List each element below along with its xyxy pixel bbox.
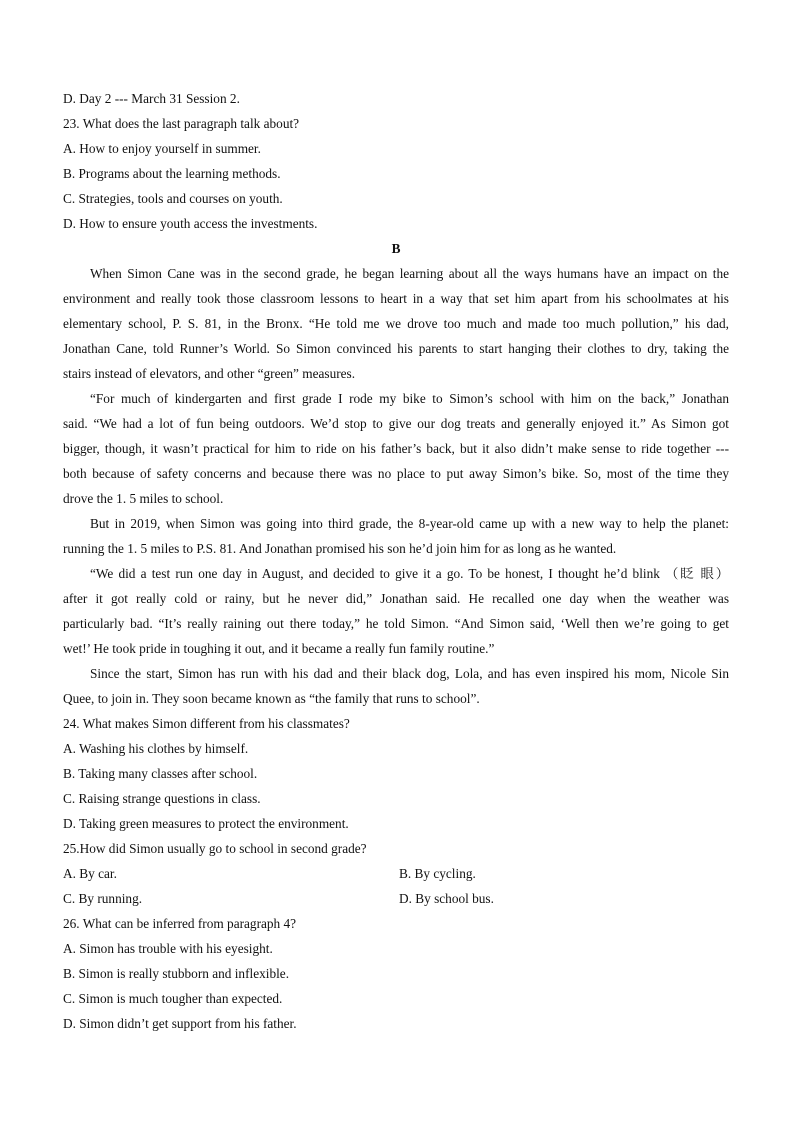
paragraph-line: bigger, though, it wasn’t practical for him to ride on his father’s back, but it also didn’t make sense to ride together ---	[63, 441, 729, 456]
q25-option-d: D. By school bus.	[399, 891, 494, 906]
paragraph-line: after it got really cold or rainy, but he never did,” Jonathan said. He recalled one day when the weather was	[63, 591, 729, 606]
question-25: 25.How did Simon usually go to school in second grade?	[63, 841, 367, 856]
paragraph-line: both because of safety concerns and because there was no place to put away Simon’s bike. So, most of the time they	[63, 466, 729, 481]
paragraph-line: When Simon Cane was in the second grade, he began learning about all the ways humans have an impact on the	[90, 266, 729, 281]
paragraph-line: said. “We had a lot of fun being outdoors. We’d stop to give our dog treats and generally enjoyed it.” As Simon got	[63, 416, 729, 431]
q25-option-b: B. By cycling.	[399, 866, 476, 881]
question-23: 23. What does the last paragraph talk about?	[63, 116, 300, 131]
q24-option-b: B. Taking many classes after school.	[63, 766, 258, 781]
q25-option-row-1	[63, 864, 729, 889]
paragraph-line: Quee, to join in. They soon became known as “the family that runs to school”.	[63, 691, 480, 706]
paragraph-line: elementary school, P. S. 81, in the Bronx. “He told me we drove too much and made too much pollution,” his dad,	[63, 316, 729, 331]
passage-paragraph-2	[63, 389, 729, 514]
page-content	[63, 89, 729, 1039]
passage-paragraph-3	[63, 514, 729, 564]
prev-question-option-d: D. Day 2 --- March 31 Session 2.	[63, 91, 240, 106]
q26-option-a: A. Simon has trouble with his eyesight.	[63, 941, 273, 956]
paragraph-line: “For much of kindergarten and first grade I rode my bike to Simon’s school with him on the back,” Jonathan	[90, 391, 729, 406]
passage-paragraph-1	[63, 264, 729, 389]
passage-paragraph-5	[63, 664, 729, 714]
question-26: 26. What can be inferred from paragraph 4?	[63, 916, 297, 931]
q25-option-a: A. By car.	[63, 866, 117, 881]
q24-option-c: C. Raising strange questions in class.	[63, 791, 261, 806]
paragraph-line: environment and really took those classroom lessons to heart in a way that set him apart from his schoolmates at his	[63, 291, 729, 306]
q23-option-a: A. How to enjoy yourself in summer.	[63, 141, 261, 156]
paragraph-line: But in 2019, when Simon was going into third grade, the 8-year-old came up with a new way to help the planet:	[90, 516, 729, 531]
section-b-heading: B	[391, 241, 401, 256]
q25-option-c: C. By running.	[63, 891, 143, 906]
paragraph-line: running the 1. 5 miles to P.S. 81. And Jonathan promised his son he’d join him for as long as he wanted.	[63, 541, 617, 556]
q23-option-b: B. Programs about the learning methods.	[63, 166, 281, 181]
q26-option-c: C. Simon is much tougher than expected.	[63, 991, 283, 1006]
paragraph-line: “We did a test run one day in August, and decided to give it a go. To be honest, I thought he’d blink （眨 眼）	[90, 566, 729, 581]
paragraph-line: particularly bad. “It’s really raining out there today,” he told Simon. “And Simon said, ‘Well then we’re going to get	[63, 616, 729, 631]
q24-option-d: D. Taking green measures to protect the environment.	[63, 816, 349, 831]
paragraph-line: wet!’ He took pride in toughing it out, and it became a really fun family routine.”	[63, 641, 495, 656]
paragraph-line: Jonathan Cane, told Runner’s World. So Simon convinced his parents to start hanging their clothes to dry, taking the	[63, 341, 729, 356]
q25-option-row-2	[63, 889, 729, 914]
paragraph-line: Since the start, Simon has run with his dad and their black dog, Lola, and has even inspired his mom, Nicole Sin	[90, 666, 729, 681]
paragraph-line: drove the 1. 5 miles to school.	[63, 491, 224, 506]
paragraph-line: stairs instead of elevators, and other “green” measures.	[63, 366, 356, 381]
q26-option-d: D. Simon didn’t get support from his father.	[63, 1016, 297, 1031]
q24-option-a: A. Washing his clothes by himself.	[63, 741, 249, 756]
q26-option-b: B. Simon is really stubborn and inflexible.	[63, 966, 290, 981]
q23-option-c: C. Strategies, tools and courses on youth.	[63, 191, 283, 206]
passage-paragraph-4	[63, 564, 729, 664]
question-24: 24. What makes Simon different from his classmates?	[63, 716, 350, 731]
q23-option-d: D. How to ensure youth access the investments.	[63, 216, 318, 231]
